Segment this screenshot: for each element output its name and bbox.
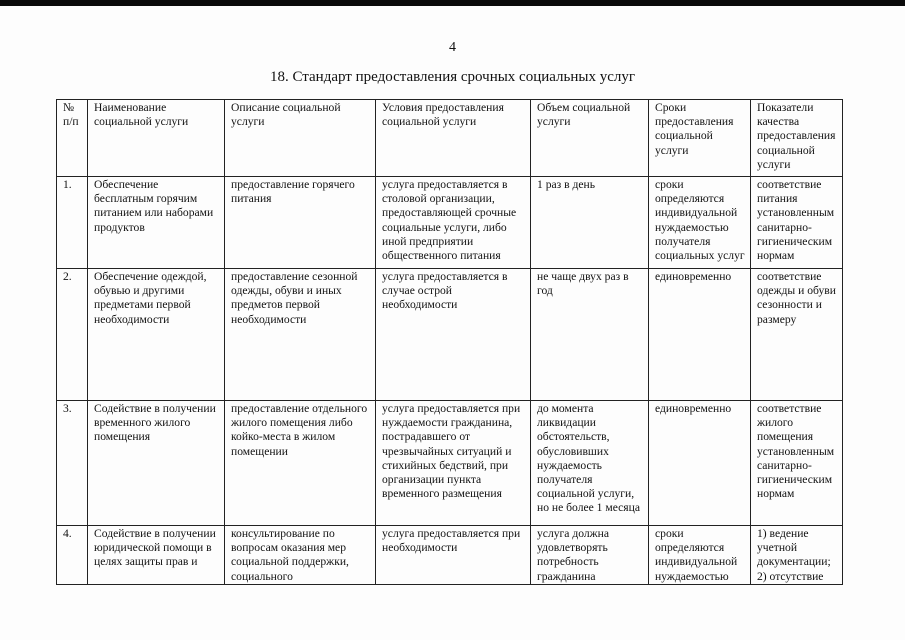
- header-cell: Сроки предоставления социальной услуги: [649, 100, 751, 177]
- table-cell: услуга предоставляется в столовой организации, предоставляющей срочные социальные услуги, либо иной предприятии общественного питания: [376, 177, 531, 269]
- table-cell: соответствие одежды и обуви сезонности и размеру: [751, 269, 843, 401]
- table-cell: предоставление отдельного жилого помещения либо койко-места в жилом помещении: [225, 401, 376, 526]
- table-cell: услуга предоставляется в случае острой необходимости: [376, 269, 531, 401]
- table-cell: услуга предоставляется при необходимости: [376, 526, 531, 585]
- table-cell: 4.: [57, 526, 88, 585]
- table-cell: единовременно: [649, 269, 751, 401]
- table-row: [57, 177, 843, 269]
- table-cell: сроки определяются индивидуальной нуждаемостью получателя социальных услуг: [649, 177, 751, 269]
- table-cell: услуга предоставляется при нуждаемости гражданина, пострадавшего от чрезвычайных ситуаций и стихийных бедствий, при организации пункта временного размещения: [376, 401, 531, 526]
- table-cell: соответствие жилого помещения установленным санитарно-гигиеническим нормам: [751, 401, 843, 526]
- table-cell: Содействие в получении юридической помощи в целях защиты прав и: [88, 526, 225, 585]
- header-cell: Наименование социальной услуги: [88, 100, 225, 177]
- table-cell: не чаще двух раз в год: [531, 269, 649, 401]
- document-title: 18. Стандарт предоставления срочных социальных услуг: [269, 69, 636, 85]
- header-cell: Условия предоставления социальной услуги: [376, 100, 531, 177]
- table-cell: единовременно: [649, 401, 751, 526]
- table-cell: услуга должна удовлетворять потребность гражданина: [531, 526, 649, 585]
- header-cell: Описание социальной услуги: [225, 100, 376, 177]
- table-row: [57, 401, 843, 526]
- header-cell: Показатели качества предоставления социальной услуги: [751, 100, 843, 177]
- table-cell: 2.: [57, 269, 88, 401]
- page-number: 4: [449, 40, 456, 55]
- header-cell: Объем социальной услуги: [531, 100, 649, 177]
- table-cell: соответствие питания установленным санитарно-гигиеническим нормам: [751, 177, 843, 269]
- table-cell: 1 раз в день: [531, 177, 649, 269]
- table-row: [57, 269, 843, 401]
- table-cell: Обеспечение одеждой, обувью и другими предметами первой необходимости: [88, 269, 225, 401]
- table-cell: консультирование по вопросам оказания мер социальной поддержки, социального: [225, 526, 376, 585]
- table-cell: 1.: [57, 177, 88, 269]
- table-cell: сроки определяются индивидуальной нуждаемостью: [649, 526, 751, 585]
- table-cell: Обеспечение бесплатным горячим питанием или наборами продуктов: [88, 177, 225, 269]
- table-cell: 3.: [57, 401, 88, 526]
- table-cell: предоставление сезонной одежды, обуви и иных предметов первой необходимости: [225, 269, 376, 401]
- table-cell: предоставление горячего питания: [225, 177, 376, 269]
- header-cell: № п/п: [57, 100, 88, 177]
- table-cell: до момента ликвидации обстоятельств, обусловивших нуждаемость получателя социальной услуги, но не более 1 месяца: [531, 401, 649, 526]
- header-row: [57, 100, 843, 177]
- table-cell: Содействие в получении временного жилого помещения: [88, 401, 225, 526]
- scan-top-border: [0, 0, 905, 6]
- table-cell: 1) ведение учетной документации; 2) отсутствие: [751, 526, 843, 585]
- table-row: [57, 526, 843, 585]
- services-standard-table: [56, 99, 843, 585]
